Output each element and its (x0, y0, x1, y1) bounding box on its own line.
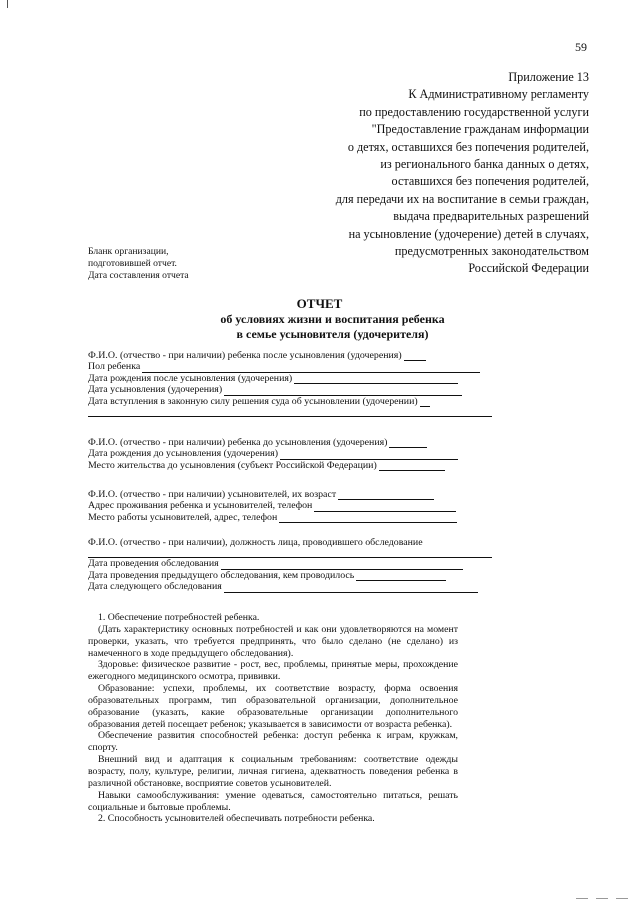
body-paragraph: Внешний вид и адаптация к социальным требованиям: соответствие одежды возрасту, полу, культуре, религии, личная гигиена, адекватность поведения ребенка в различной обстановке, восприятие советов усыновителей. (88, 754, 458, 789)
form-field (88, 384, 492, 395)
appendix-header (336, 69, 589, 278)
form-field (88, 448, 492, 459)
field-label: Адрес проживания ребенка и усыновителей, телефон (88, 500, 313, 512)
blank-line[interactable] (314, 503, 456, 512)
body-paragraph: Образование: успехи, проблемы, их соответствие возрасту, форма освоения образовательных программ, тип образовательной организации, дополнительное образование (указать, какие образовательные организации дополнительного образования детей посещает ребенок; указывается в зависимости от возраста ребенка). (88, 683, 458, 730)
field-label: Дата вступления в законную силу решения суда об усыновлении (удочерении) (88, 395, 418, 407)
org-stamp-line: Дата составления отчета (88, 270, 189, 282)
field-label: Дата проведения предыдущего обследования, кем проводилось (88, 569, 355, 581)
field-label: Ф.И.О. (отчество - при наличии) ребенка после усыновления (удочерения) (88, 349, 402, 361)
form-field (88, 437, 492, 448)
blank-line[interactable] (280, 451, 458, 460)
field-label: Ф.И.О. (отчество - при наличии) ребенка до усыновления (удочерения) (88, 436, 388, 448)
title-subtitle-line: в семье усыновителя (удочерителя) (236, 327, 429, 341)
form-field (88, 581, 492, 592)
field-label: Дата рождения до усыновления (удочерения) (88, 448, 279, 460)
blank-line[interactable] (294, 375, 458, 384)
form-field (88, 361, 492, 372)
field-label: Место работы усыновителей, адрес, телефон (88, 511, 278, 523)
report-body (88, 612, 458, 825)
blank-line[interactable] (356, 572, 446, 581)
appendix-line: Приложение 13 (508, 70, 589, 84)
title-main: ОТЧЕТ (296, 296, 343, 311)
org-stamp-line: Бланк организации, (88, 246, 169, 257)
form-field (88, 460, 492, 471)
scan-edge-mark (576, 898, 588, 899)
field-label: Ф.И.О. (отчество - при наличии) усыновителей, их возраст (88, 488, 337, 500)
blank-line[interactable] (88, 548, 492, 558)
scan-edge-mark (596, 898, 608, 899)
child-before-adoption-fields (88, 437, 492, 471)
child-after-adoption-fields (88, 350, 492, 417)
body-paragraph: (Дать характеристику основных потребностей и как они удовлетворяются на момент проверки, указать, что требуется предпринять, что было сделано (не сделано) из намеченного в ходе предыдущего обследования). (88, 623, 458, 659)
appendix-line: "Предоставление гражданам информации (371, 122, 589, 137)
scan-edge-mark (7, 0, 8, 8)
blank-line[interactable] (379, 462, 445, 471)
blank-line[interactable] (279, 514, 457, 523)
appendix-line: Российской Федерации (468, 261, 589, 276)
appendix-line: предусмотренных законодательством (394, 244, 589, 259)
blank-line[interactable] (224, 387, 462, 396)
appendix-line: о детях, оставшихся без попечения родителей, (347, 139, 589, 154)
body-paragraph: 2. Способность усыновителей обеспечивать потребности ребенка. (98, 813, 375, 825)
appendix-line: из регионального банка данных о детях, (380, 157, 589, 172)
form-field (88, 558, 492, 569)
blank-line[interactable] (404, 352, 426, 361)
field-label: Дата проведения обследования (88, 558, 219, 570)
form-field (88, 570, 492, 581)
blank-line[interactable] (389, 439, 427, 448)
body-paragraph: Навыки самообслуживания: умение одеваться, самостоятельно питаться, решать социальные и бытовые проблемы. (88, 789, 458, 813)
scan-edge-mark (616, 898, 628, 899)
appendix-line: оставшихся без попечения родителей, (391, 174, 589, 189)
form-field (88, 350, 492, 361)
appendix-line: по предоставлению государственной услуги (359, 104, 589, 119)
blank-line[interactable] (338, 491, 434, 500)
blank-line[interactable] (221, 561, 463, 570)
form-field (88, 489, 492, 500)
inspection-fields (88, 537, 492, 593)
appendix-line: для передачи их на воспитание в семьи граждан, (335, 191, 589, 206)
field-label: Место жительства до усыновления (субъект Российской Федерации) (88, 459, 377, 471)
org-stamp-line: подготовившей отчет. (88, 258, 177, 270)
page-number: 59 (575, 40, 587, 54)
title-subtitle-line: об условиях жизни и воспитания ребенка (220, 312, 445, 326)
blank-line[interactable] (88, 407, 492, 417)
field-label: Ф.И.О. (отчество - при наличии), должность лица, проводившего обследование (88, 536, 423, 548)
blank-line[interactable] (420, 398, 430, 407)
form-field (88, 373, 492, 384)
body-paragraph: 1. Обеспечение потребностей ребенка. (98, 612, 260, 623)
form-field (88, 512, 492, 523)
field-label: Пол ребенка (88, 361, 141, 373)
report-title (0, 296, 639, 342)
form-field (88, 500, 492, 511)
body-paragraph: Здоровье: физическое развитие - рост, вес, проблемы, принятые меры, прохождение ежегодного медицинского осмотра, прививки. (88, 659, 458, 683)
appendix-line: на усыновление (удочерение) детей в случаях, (348, 226, 589, 241)
field-label: Дата усыновления (удочерения) (88, 384, 223, 396)
form-field (88, 537, 492, 548)
appendix-line: выдача предварительных разрешений (393, 209, 589, 224)
body-paragraph: Обеспечение развития способностей ребенка: доступ ребенка к играм, кружкам, спорту. (88, 730, 458, 754)
field-label: Дата рождения после усыновления (удочерения) (88, 372, 293, 384)
appendix-line: К Административному регламенту (408, 87, 589, 102)
blank-line[interactable] (224, 584, 478, 593)
organization-stamp-block (88, 246, 189, 283)
blank-line[interactable] (142, 364, 480, 373)
field-label: Дата следующего обследования (88, 581, 222, 593)
adopters-fields (88, 489, 492, 523)
form-field (88, 396, 492, 407)
